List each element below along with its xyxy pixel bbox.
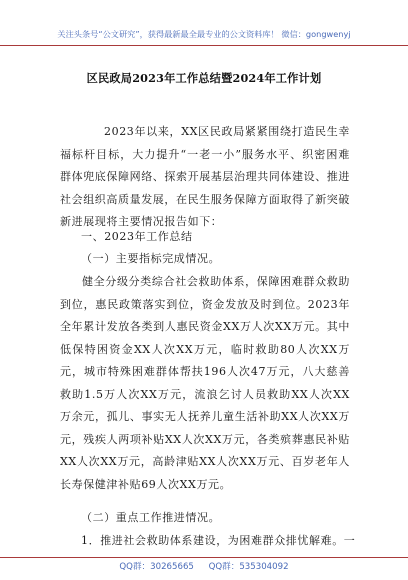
indicators-paragraph: 健全分级分类综合社会救助体系，保障困难群众救助到位，惠民政策落实到位，资金发放及时到位。2023年全年累计发放各类到人惠民资金XX万人次XX万元。其中低保特困资金XX人次XX万元，临时救助80人次XX万元，城市特殊困难群体帮扶196人次47万元，八大慈善救助1.5万人次XX万元，流浪乞讨人员救助XX人次XX万余元，孤儿、事实无人抚养儿童生活补助XX人次XX万元，残疾人两项补贴XX人次XX万元，各类殡葬惠民补贴XX人次XX万元，高龄津贴XX人次XX万元、百岁老年人长寿保健津补贴69人次XX万元。 [60, 275, 350, 491]
key-work-paragraph: 1．推进社会救助体系建设，为困难群众排忧解难。一 [81, 534, 356, 547]
subsection-heading-indicators: （一）主要指标完成情况。 [81, 252, 221, 265]
section-heading-summary: 一、2023年工作总结 [81, 230, 193, 243]
qq-group-2: QQ群：535304092 [208, 562, 289, 572]
intro-paragraph: 2023年以来，XX区民政局紧紧围绕打造民生幸福标杆目标，大力提升“一老一小”服务水平、织密困难群体兜底保障网络、探索开展基层治理共同体建设、推进社会组织高质量发展，在民生服务保障方面取得了新突破新进展现将主要情况报告如下： [60, 125, 350, 228]
header-notice: 关注头条号“公文研究”，获得最新最全最专业的公文资料库！ 微信：gongwenyj [0, 26, 408, 46]
qq-group-1: QQ群：30265665 [119, 562, 194, 572]
subsection-heading-key-work: （二）重点工作推进情况。 [81, 511, 221, 524]
footer-qq-groups [0, 557, 408, 576]
document-title: 区民政局2023年工作总结暨2024年工作计划 [86, 71, 322, 85]
